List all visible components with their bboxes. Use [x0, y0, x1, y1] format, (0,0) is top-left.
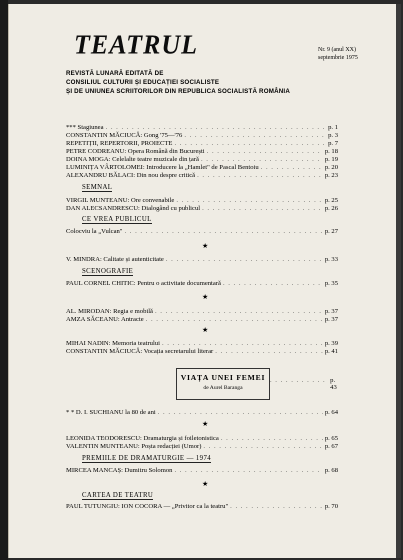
toc-entry[interactable]: V. MINDRA: Calitate și autenticitate . . . p. 33: [66, 256, 338, 263]
issue-number: Nr. 9 (anul XX): [318, 47, 356, 53]
featured-play-author: de Aurel Baranga: [203, 385, 243, 391]
toc-entry[interactable]: PAUL CORNEL CHITIC: Pentru o activitate documentară . . . p. 35: [66, 280, 338, 287]
toc-entry[interactable]: Colocviu la „Vulcan" . . . p. 27: [66, 228, 338, 235]
toc-entry[interactable]: *** Stagiunea . . . p. 1: [66, 124, 338, 131]
toc-entry[interactable]: AL. MIRODAN: Regia e mobilă . . . p. 37: [66, 308, 338, 315]
toc-entry[interactable]: PETRE CODREANU: Opera Română din București . . . p. 18: [66, 148, 338, 155]
subtitle-line-3: ȘI DE UNIUNEA SCRIITORILOR DIN REPUBLICA SOCIALISTĂ ROMÂNIA: [66, 88, 291, 95]
toc-entry[interactable]: PAUL TUTUNGIU: ION COCORA — „Privitor ca la teatru" . . . p. 70: [66, 503, 338, 510]
star-separator-icon: ★: [202, 242, 209, 250]
toc-entry[interactable]: CONSTANTIN MĂCIUCĂ: Vocația secretarului literar . . . p. 41: [66, 348, 338, 355]
toc-entry[interactable]: LEONIDA TEODORESCU: Dramaturgia și foiletonistica . . . p. 65: [66, 435, 338, 442]
section-heading-semnal: SEMNAL: [82, 184, 113, 191]
featured-play-title: VIAȚA UNEI FEMEI: [180, 373, 266, 382]
section-heading-ce-vrea-publicul: CE VREA PUBLICUL: [82, 216, 152, 223]
featured-play-box[interactable]: [176, 368, 270, 400]
toc-entry[interactable]: DAN ALECSANDRESCU: Dialogând cu publicul . . . p. 26: [66, 205, 338, 212]
toc-entry[interactable]: LUMINIȚA VÂRTOLOMEI: Introducere la „Hamlet" de Pascal Bentoiu . . . p. 20: [66, 164, 338, 171]
subtitle-line-2: CONSILIUL CULTURII ȘI EDUCAȚIEI SOCIALISTE: [66, 79, 220, 86]
toc-entry[interactable]: AMZA SĂCEANU: Antracte . . . p. 37: [66, 316, 338, 323]
toc-entry[interactable]: MIHAI NADIN: Memoria teatrului . . . p. 39: [66, 340, 338, 347]
star-separator-icon: ★: [202, 420, 209, 428]
subtitle-line-1: REVISTĂ LUNARĂ EDITATĂ DE: [66, 70, 164, 77]
featured-play-page: . . . p. 43: [268, 377, 338, 391]
logo: TEATRUL: [74, 29, 199, 60]
toc-entry[interactable]: CONSTANTIN MĂCIUCĂ: Gong '75—'76 . . . p. 3: [66, 132, 338, 139]
toc-entry[interactable]: DOINA MOGA: Celelalte teatre muzicale din țară . . . p. 19: [66, 156, 338, 163]
toc-entry[interactable]: MIRCEA MANCAȘ: Dumitru Solomon . . . p. 68: [66, 467, 338, 474]
toc-entry[interactable]: VALENTIN MUNTEANU: Poșta redacției (Umor) . . . p. 67: [66, 443, 338, 450]
section-heading-scenografie: SCENOGRAFIE: [82, 268, 134, 275]
star-separator-icon: ★: [202, 480, 209, 488]
section-heading-premiile: PREMIILE DE DRAMATURGIE — 1974: [82, 455, 212, 462]
toc-entry[interactable]: VIRGIL MUNTEANU: Ore convenabile . . . p. 25: [66, 197, 338, 204]
toc-entry[interactable]: * * D. I. SUCHIANU la 80 de ani . . . p. 64: [66, 409, 338, 416]
issue-date: septembrie 1975: [318, 55, 358, 61]
issue-info: [318, 46, 358, 62]
star-separator-icon: ★: [202, 293, 209, 301]
toc-entry[interactable]: REPETIȚII, REPERTORII, PROIECTE . . . p. 7: [66, 140, 338, 147]
toc-entry[interactable]: ALEXANDRU BĂLACI: Din nou despre critică . . . p. 23: [66, 172, 338, 179]
section-heading-cartea-de-teatru: CARTEA DE TEATRU: [82, 492, 154, 499]
star-separator-icon: ★: [202, 326, 209, 334]
page-right-edge: [396, 4, 401, 558]
page-binding-edge: [0, 0, 8, 560]
